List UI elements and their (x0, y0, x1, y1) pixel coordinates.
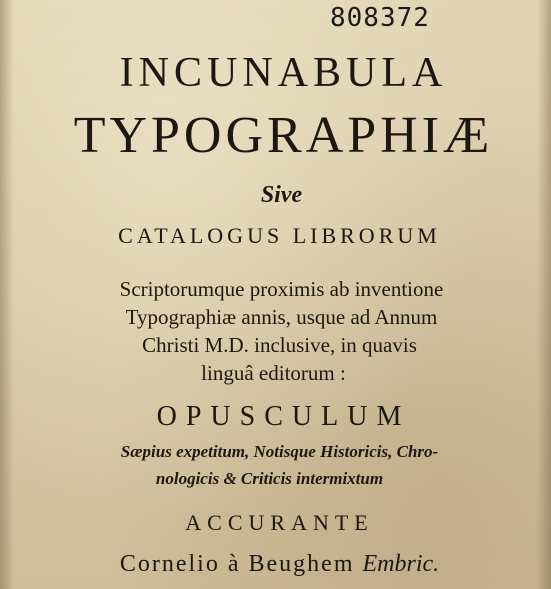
description-line-2: Typographiæ annis, usque ad Annum (125, 305, 438, 329)
title-line-1: INCUNABULA (119, 50, 448, 96)
subtitle-italic-line-2: nologicis & Criticis intermixtum (155, 469, 384, 488)
opusculum-heading: OPUSCULUM (156, 401, 411, 432)
sive-connector: Sive (260, 182, 303, 208)
accurante-heading: ACCURANTE (185, 510, 374, 535)
author-name: Cornelio à Beughem (119, 551, 355, 577)
catalogus-heading: CATALOGUS LIBRORUM (118, 223, 441, 248)
description-line-4: linguâ editorum : (201, 361, 346, 385)
title-line-2: TYPOGRAPHIÆ (73, 107, 494, 164)
description-line-3: Christi M.D. inclusive, in quavis (142, 333, 417, 357)
author-place: Embric. (362, 551, 440, 577)
author-line (4, 552, 551, 576)
shelfmark-number: 808372 (330, 3, 430, 33)
description-line-1: Scriptorumque proximis ab inventione (119, 277, 444, 301)
subtitle-italic-line-1: Sæpius expetitum, Notisque Historicis, Chro- (120, 442, 439, 461)
